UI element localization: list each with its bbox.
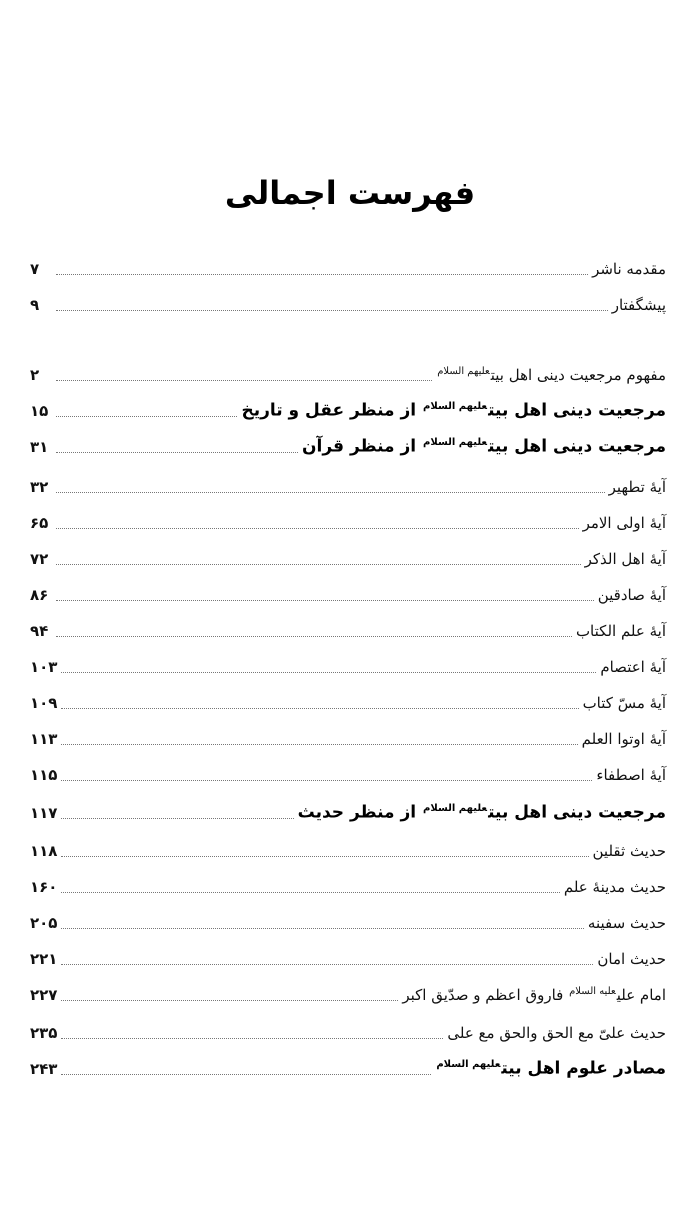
- toc-entry-label: [582, 728, 666, 750]
- honorific-ligature: عليهم السلام: [423, 437, 488, 449]
- toc-entry-label: [402, 981, 666, 1006]
- toc-entry-label: [593, 840, 667, 862]
- page-number: ۷۲: [30, 550, 49, 568]
- toc-entry-label: [583, 512, 666, 534]
- dot-leader: [61, 779, 592, 781]
- dot-leader: [61, 1037, 443, 1039]
- toc-row[interactable]: [30, 720, 666, 750]
- entry-title: آیهٔ اهل الذکر: [584, 550, 666, 568]
- page-number: ۲۲۱: [30, 950, 58, 968]
- entry-title-continuation: از منظر قرآن: [302, 437, 417, 457]
- toc-entry-label: [612, 294, 666, 316]
- entry-title: آیهٔ اولی الامر: [582, 514, 666, 532]
- dot-leader: [61, 855, 588, 857]
- entry-title: آیهٔ مسّ کتاب: [582, 694, 666, 712]
- dot-leader: [61, 999, 398, 1001]
- toc-row[interactable]: [30, 684, 666, 714]
- dot-leader: [56, 527, 579, 529]
- page-number: ۱۱۸: [30, 842, 58, 860]
- toc-row[interactable]: [30, 832, 666, 862]
- dot-leader: [61, 891, 559, 893]
- entry-title: مرجعیت دینی اهل بیت: [488, 803, 666, 823]
- entry-title: حدیث مدینهٔ علم: [563, 878, 666, 896]
- toc-entry-label: [588, 912, 666, 934]
- dot-leader: [61, 743, 577, 745]
- toc-row[interactable]: [30, 286, 666, 316]
- page-number: ۹۴: [30, 622, 49, 640]
- toc-entry-label: [609, 476, 666, 498]
- dot-leader: [56, 599, 594, 601]
- entry-title: آیهٔ اوتوا العلم: [581, 730, 666, 748]
- toc-entry-label: [302, 432, 666, 458]
- toc-entry-label: [592, 258, 666, 280]
- entry-title-continuation: از منظر عقل و تاریخ: [241, 401, 417, 421]
- dot-leader: [56, 415, 237, 417]
- page-number: ۲۰۵: [30, 914, 58, 932]
- dot-leader: [56, 563, 581, 565]
- dot-leader: [61, 671, 596, 673]
- entry-title: حدیث سفینه: [587, 914, 666, 932]
- entry-title: مصادر علوم اهل بیت: [501, 1059, 666, 1079]
- entry-title: مقدمه ناشر: [592, 260, 666, 278]
- page-title: فهرست اجمالی: [224, 174, 476, 212]
- dot-leader: [56, 379, 432, 381]
- toc-row[interactable]: [30, 392, 666, 422]
- toc-entry-label: [241, 396, 666, 422]
- toc-row[interactable]: [30, 428, 666, 458]
- toc-entry-label: [447, 1022, 666, 1044]
- dot-leader: [61, 1073, 431, 1075]
- page-number: ۲: [30, 366, 40, 384]
- entry-title: حدیث امان: [597, 950, 666, 968]
- page-number: ۶۵: [30, 514, 49, 532]
- toc-row[interactable]: [30, 794, 666, 824]
- dot-leader: [61, 963, 593, 965]
- page-number: ۱۶۰: [30, 878, 58, 896]
- page-number: ۲۴۳: [30, 1060, 58, 1078]
- toc-row[interactable]: [30, 1014, 666, 1044]
- page-number: ۳۲: [30, 478, 49, 496]
- dot-leader: [61, 817, 293, 819]
- page-number: ۱۵: [30, 402, 49, 420]
- toc-row[interactable]: [30, 468, 666, 498]
- toc-entry-label: [564, 876, 666, 898]
- toc-row[interactable]: [30, 940, 666, 970]
- dot-leader: [61, 927, 583, 929]
- toc-entry-label: [585, 548, 666, 570]
- toc-row[interactable]: [30, 612, 666, 642]
- entry-title: حدیث علیّ مع الحق والحق مع علی: [447, 1024, 666, 1042]
- page-number: ۹: [30, 296, 40, 314]
- honorific-ligature: عليهم السلام: [423, 401, 488, 413]
- entry-title-continuation: از منظر حدیث: [297, 803, 417, 823]
- entry-title: حدیث ثقلین: [592, 842, 666, 860]
- entry-title: آیهٔ اصطفاء: [596, 766, 666, 784]
- entry-title: مفهوم مرجعیت دینی اهل بیت: [490, 366, 666, 384]
- toc-row[interactable]: [30, 904, 666, 934]
- toc-row[interactable]: [30, 648, 666, 678]
- page-number: ۱۰۹: [30, 694, 58, 712]
- entry-title: پیشگفتار: [611, 296, 666, 314]
- toc-row[interactable]: [30, 976, 666, 1006]
- toc-entry-label: [576, 620, 666, 642]
- page-number: ۱۱۵: [30, 766, 58, 784]
- honorific-ligature: عليهم السلام: [423, 803, 488, 815]
- page-number: ۱۱۳: [30, 730, 58, 748]
- toc-row[interactable]: [30, 868, 666, 898]
- entry-title: آیهٔ علم الکتاب: [575, 622, 666, 640]
- toc-row[interactable]: [30, 540, 666, 570]
- page-number: ۱۱۷: [30, 804, 58, 822]
- dot-leader: [56, 309, 608, 311]
- honorific-ligature: عليهم السلام: [436, 1059, 501, 1071]
- toc-entry-label: [596, 764, 666, 786]
- toc-entry-label: [436, 361, 666, 386]
- entry-title: امام علی: [616, 986, 666, 1004]
- dot-leader: [56, 491, 605, 493]
- page-number: ۲۳۵: [30, 1024, 58, 1042]
- entry-title: آیهٔ تطهیر: [608, 478, 666, 496]
- page-number: ۲۲۷: [30, 986, 58, 1004]
- toc-row[interactable]: [30, 250, 666, 280]
- toc-entry-label: [600, 656, 666, 678]
- toc-entry-label: [298, 798, 666, 824]
- toc-row[interactable]: [30, 356, 666, 386]
- toc-row[interactable]: [30, 1050, 666, 1080]
- entry-title-continuation: فاروق اعظم و صدّیق اکبر: [402, 986, 564, 1004]
- toc-entry-label: [435, 1054, 666, 1080]
- entry-title: مرجعیت دینی اهل بیت: [488, 401, 666, 421]
- dot-leader: [56, 635, 572, 637]
- dot-leader: [56, 273, 588, 275]
- entry-title: آیهٔ صادقین: [597, 586, 666, 604]
- honorific-ligature: عليهم السلام: [437, 366, 490, 377]
- page-number: ۷: [30, 260, 40, 278]
- page-number: ۸۶: [30, 586, 49, 604]
- entry-title: مرجعیت دینی اهل بیت: [488, 437, 666, 457]
- honorific-ligature: عليه السلام: [569, 986, 616, 997]
- dot-leader: [61, 707, 578, 709]
- toc-entry-label: [598, 584, 666, 606]
- toc-entry-label: [583, 692, 666, 714]
- toc-entry-label: [597, 948, 666, 970]
- page-number: ۱۰۳: [30, 658, 58, 676]
- page-number: ۳۱: [30, 438, 49, 456]
- entry-title: آیهٔ اعتصام: [600, 658, 666, 676]
- toc-row[interactable]: [30, 756, 666, 786]
- toc-row[interactable]: [30, 576, 666, 606]
- dot-leader: [56, 451, 298, 453]
- toc-row[interactable]: [30, 504, 666, 534]
